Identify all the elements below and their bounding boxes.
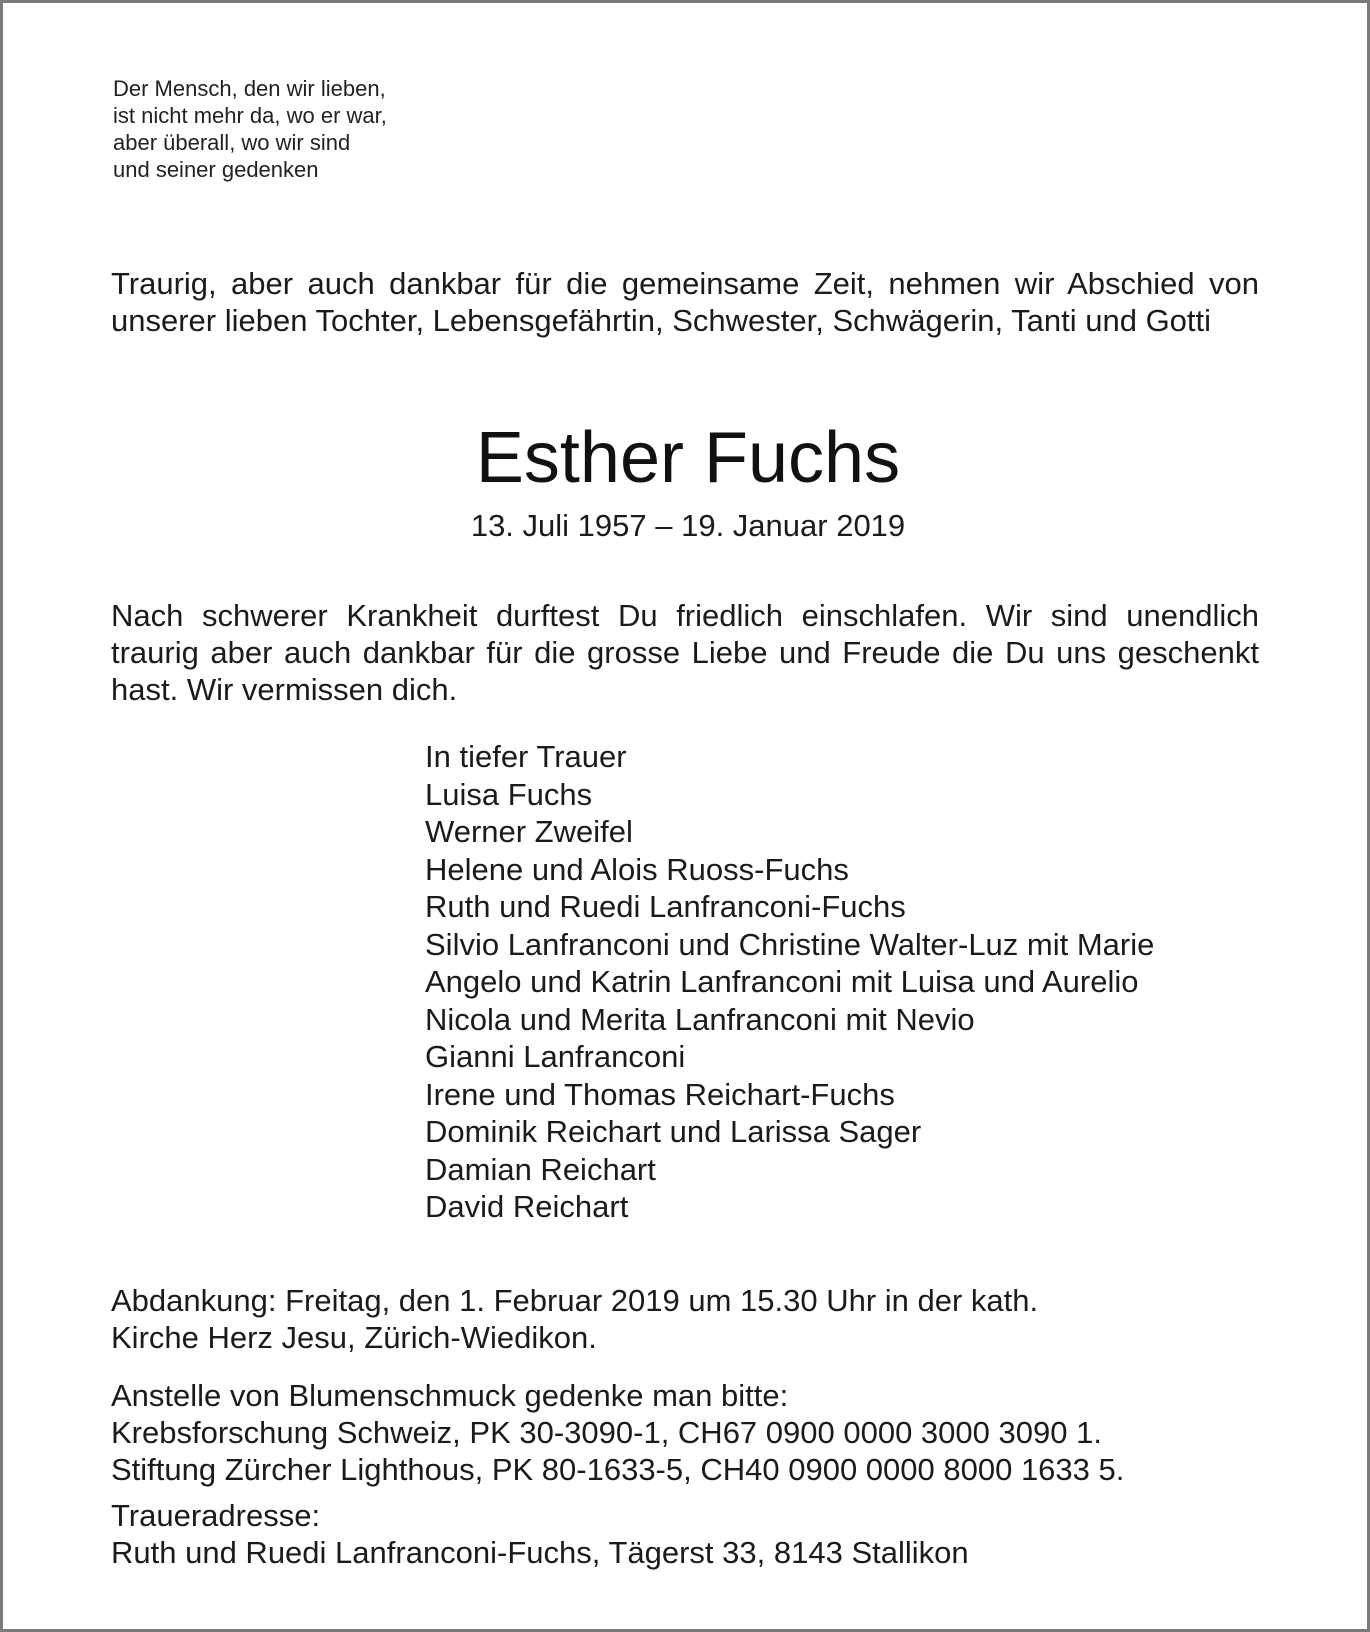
address-line: Ruth und Ruedi Lanfranconi-Fuchs, Tägerst 33, 8143 Stallikon: [111, 1535, 969, 1570]
mourner-line: Helene und Alois Ruoss-Fuchs: [425, 851, 849, 887]
mourner-line: David Reichart: [425, 1189, 629, 1224]
address-heading: Traueradresse:: [111, 1498, 321, 1533]
mourner-line: Ruth und Ruedi Lanfranconi-Fuchs: [425, 889, 906, 924]
motto-line: ist nicht mehr da, wo er war,: [113, 103, 387, 128]
mourning-address: [111, 1497, 969, 1571]
mourner-line: Irene und Thomas Reichart-Fuchs: [425, 1076, 895, 1112]
funeral-line: Abdankung: Freitag, den 1. Februar 2019 um 15.30 Uhr in der kath.: [111, 1283, 1039, 1318]
motto-line: und seiner gedenken: [113, 157, 319, 182]
mourner-line: Angelo und Katrin Lanfranconi mit Luisa und Aurelio: [425, 964, 1139, 999]
mourner-line: Gianni Lanfranconi: [425, 1039, 686, 1074]
mourner-line: Dominik Reichart und Larissa Sager: [425, 1114, 922, 1149]
mourner-line: Luisa Fuchs: [425, 776, 593, 812]
mourner-line: Silvio Lanfranconi und Christine Walter-Luz mit Marie: [425, 926, 1155, 962]
donation-notice: [111, 1377, 1124, 1488]
funeral-notice: [111, 1282, 1038, 1356]
donation-line: Krebsforschung Schweiz, PK 30-3090-1, CH67 0900 0000 3000 3090 1.: [111, 1415, 1102, 1450]
mourner-line: Nicola und Merita Lanfranconi mit Nevio: [425, 1001, 975, 1037]
donation-line: Stiftung Zürcher Lighthous, PK 80-1633-5, CH40 0900 0000 8000 1633 5.: [111, 1452, 1125, 1487]
donation-heading: Anstelle von Blumenschmuck gedenke man bitte:: [111, 1378, 789, 1413]
deceased-name: Esther Fuchs: [475, 418, 901, 498]
mourners-heading: In tiefer Trauer: [425, 739, 627, 774]
farewell-message: Nach schwerer Krankheit durftest Du friedlich einschlafen. Wir sind unendlich traurig aber auch dankbar für die grosse Liebe und Freude die Du uns geschenkt hast. Wir vermissen dich.: [111, 598, 1259, 707]
motto-line: aber überall, wo wir sind: [113, 130, 351, 155]
motto-verse: [113, 75, 387, 183]
life-dates: 13. Juli 1957 – 19. Januar 2019: [470, 508, 906, 543]
funeral-line: Kirche Herz Jesu, Zürich-Wiedikon.: [111, 1320, 597, 1355]
mourner-line: Damian Reichart: [425, 1151, 656, 1187]
mourner-line: Werner Zweifel: [425, 814, 633, 849]
intro-paragraph: Traurig, aber auch dankbar für die gemeinsame Zeit, nehmen wir Abschied von unserer lieben Tochter, Lebensgefährtin, Schwester, Schwägerin, Tanti und Gotti: [111, 266, 1259, 338]
mourners-list: [425, 738, 1154, 1226]
motto-line: Der Mensch, den wir lieben,: [113, 76, 386, 101]
